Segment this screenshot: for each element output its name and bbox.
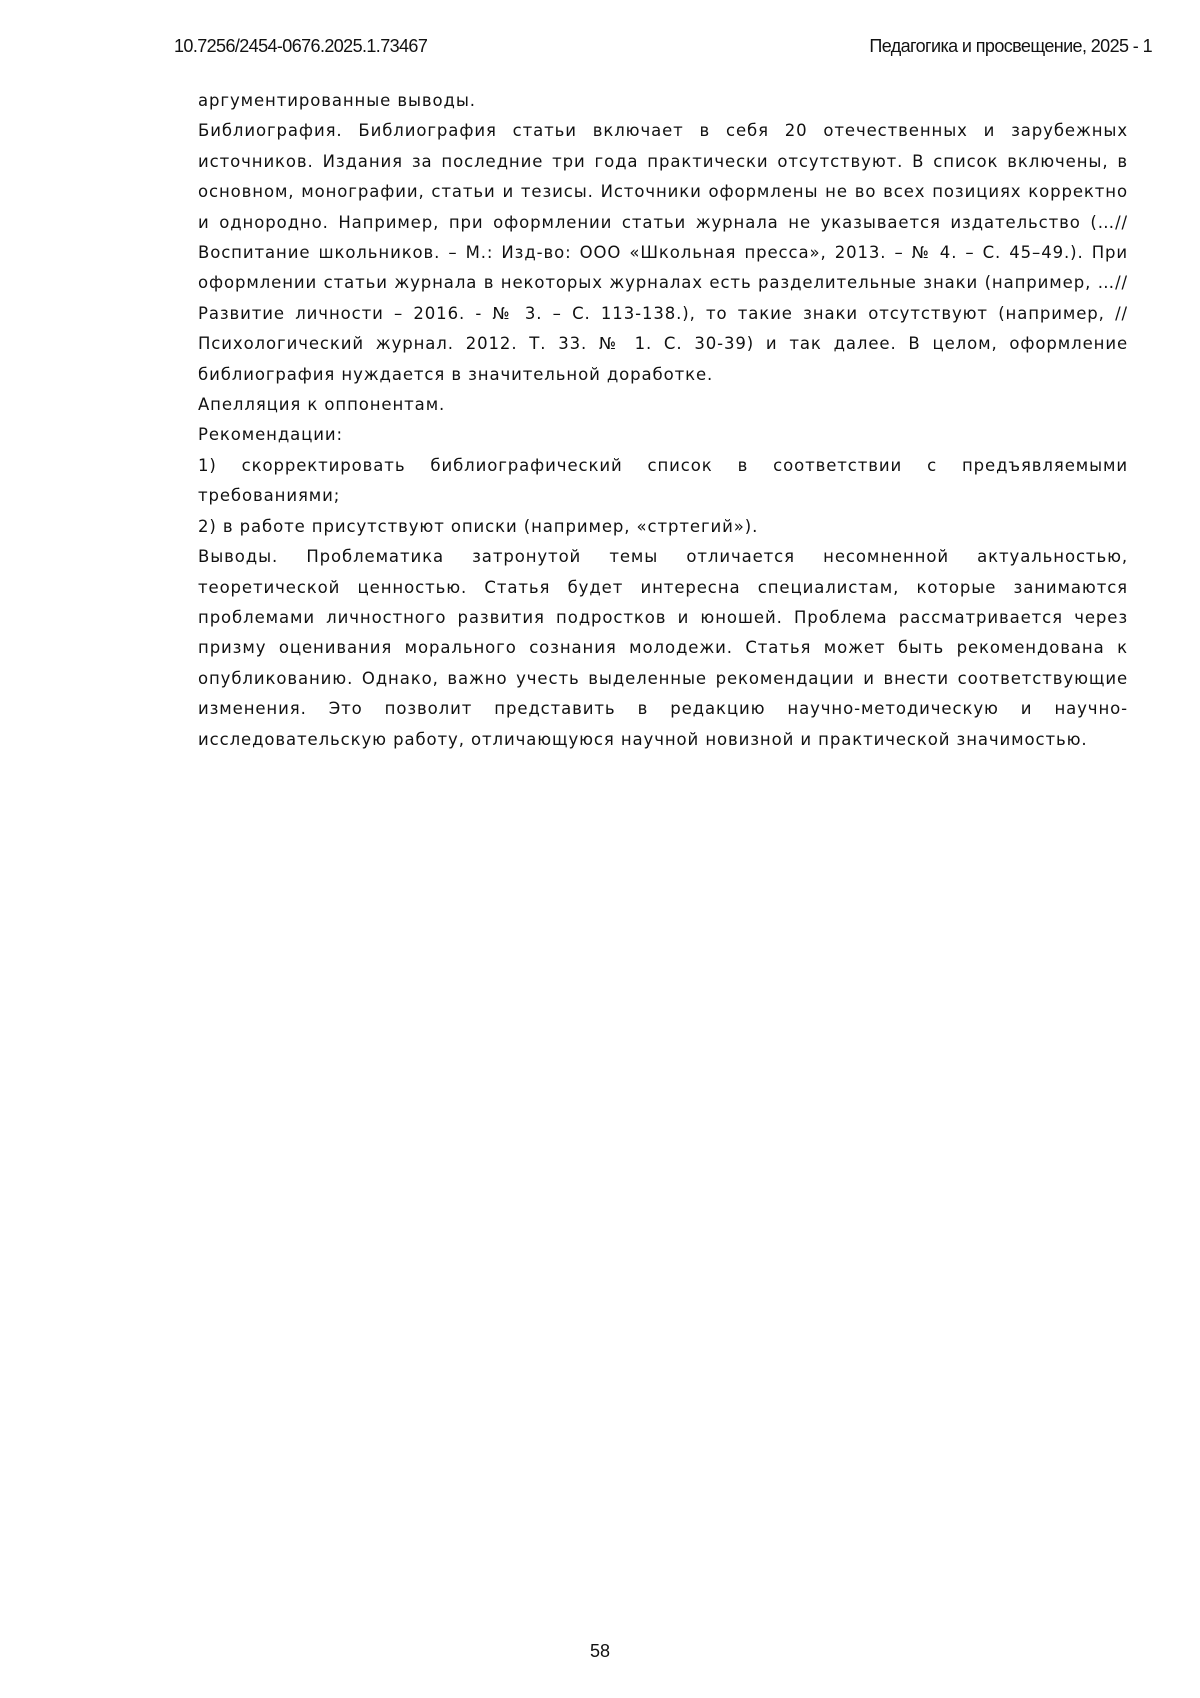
recommendation-item-2: 2) в работе присутствуют описки (например, «стртегий»).	[198, 516, 759, 536]
running-header	[174, 36, 1152, 60]
paragraph-conclusions-tail: аргументированные выводы.	[198, 91, 476, 110]
paragraph-bibliography: Библиография. Библиография статьи включает в себя 20 отечественных и зарубежных источников. Издания за последние три года практически отсутствуют. В список включены, в основном, монографии, статьи и тезисы. Источники оформлены не во всех позициях корректно и однородно. Например, при оформлении статьи журнала не указывается издательство (…//Воспитание школьников. – М.: Изд-во: ООО «Школьная пресса», 2013. – № 4. – С. 45–49.). При оформлении статьи журнала в некоторых журналах есть разделительные знаки (например, …//Развитие личности – 2016. - № 3. – С. 113-138.), то такие знаки отсутствуют (например, // Психологический журнал. 2012. Т. 33. № 1. С. 30-39) и так далее. В целом, оформление библиография нуждается в значительной доработке.	[198, 121, 1128, 384]
recommendation-item-1: 1) скорректировать библиографический список в соответствии с предъявляемыми требованиями;	[198, 455, 1128, 506]
journal-title: Педагогика и просвещение, 2025 - 1	[869, 36, 1152, 56]
paragraph-recommendations-heading: Рекомендации:	[198, 425, 344, 445]
doi-label: 10.7256/2454-0676.2025.1.73467	[174, 36, 428, 56]
paragraph-appeal-to-opponents: Апелляция к оппонентам.	[198, 395, 446, 415]
article-body	[198, 86, 1128, 755]
paragraph-conclusions: Выводы. Проблематика затронутой темы отличается несомненной актуальностью, теоретической ценностью. Статья будет интересна специалистам, которые занимаются проблемами личностного развития подростков и юношей. Проблема рассматривается через призму оценивания морального сознания молодежи. Статья может быть рекомендована к опубликованию. Однако, важно учесть выделенные рекомендации и внести соответствующие изменения. Это позволит представить в редакцию научно-методическую и научно-исследовательскую работу, отличающуюся научной новизной и практической значимостью.	[198, 547, 1128, 749]
page-number: 58	[589, 1641, 611, 1661]
